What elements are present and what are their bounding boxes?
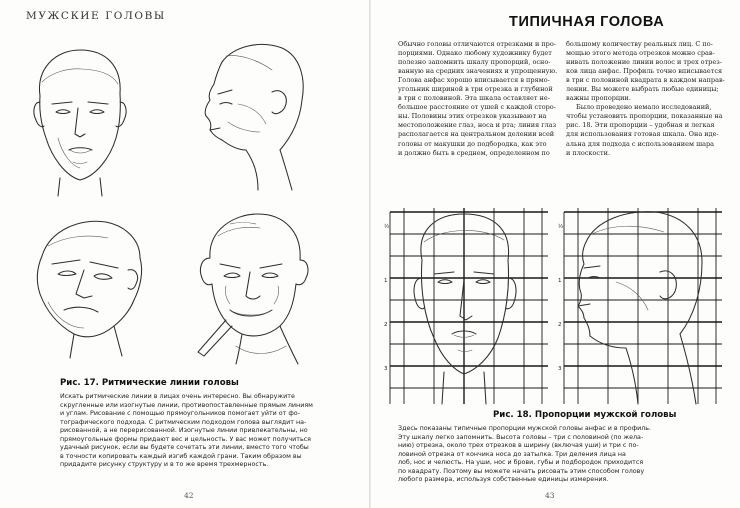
column-line: рис. 18. Эти пропорции – удобная и легкая bbox=[566, 121, 715, 130]
sketch-profile-head bbox=[188, 32, 316, 192]
body-line: тографического подхода. С ритмическим подходом голова выглядит на- bbox=[60, 418, 307, 426]
body-line: лоб, нос и челюсть. На уши, нос и брови, губы и подбородок приходится bbox=[398, 459, 644, 467]
body-line: и углам. Рисование с помощью прямоугольников помогает уйти от фо- bbox=[60, 410, 300, 418]
column-line: располагается на центральном делении всей bbox=[398, 130, 555, 139]
column-line: полезно запомнить шкалу пропорций, осно- bbox=[398, 58, 551, 67]
column-line: ванную на средних значениях и упрощенную. bbox=[398, 67, 558, 76]
body-line: придадите рисунку структуру и в то же время трехмерность. bbox=[60, 461, 269, 469]
text-column-2 bbox=[566, 40, 726, 158]
proportion-grid-profile bbox=[556, 198, 724, 412]
grid-label: 1 bbox=[384, 278, 388, 284]
body-line: Здесь показаны типичные пропорции мужской головы анфас и в профиль. bbox=[398, 425, 652, 432]
column-line: мощью этого метода отрезков можно срав- bbox=[566, 49, 715, 58]
profile-head-sketch bbox=[578, 212, 702, 404]
column-line: большое расстояние от ушей с каждой сторо- bbox=[398, 103, 556, 112]
column-line: Было проведено немало исследований, bbox=[576, 103, 712, 112]
column-line: чтобы установить пропорции, показанные на bbox=[566, 112, 723, 121]
column-line: местоположение глаз, носа и рта; линия глаз bbox=[398, 121, 557, 130]
grid-label: 2 bbox=[384, 322, 388, 328]
front-head-sketch bbox=[414, 214, 516, 404]
column-line: ны. Половины этих отрезков указывают на bbox=[398, 112, 547, 121]
grid-label: ½ bbox=[384, 224, 390, 230]
column-line: угольник шириной в три отрезка и глубиной bbox=[398, 85, 553, 94]
body-line: Эту шкалу легко запомнить. Высота головы – три с половиной (по жела- bbox=[398, 433, 644, 441]
section-title: ТИПИЧНАЯ ГОЛОВА bbox=[509, 14, 665, 30]
column-line: лении. Вы можете выбрать любые единицы; bbox=[566, 85, 719, 94]
column-line: большому количеству реальных лиц. С по- bbox=[566, 40, 713, 48]
grid-label: 1 bbox=[558, 278, 562, 284]
column-line: ков лица анфас. Профиль точно вписывается bbox=[566, 67, 723, 76]
proportion-grid-front bbox=[382, 198, 550, 412]
column-line: и должно быть в среднем, определенном по bbox=[398, 148, 550, 157]
grid-label: ½ bbox=[558, 224, 564, 230]
column-line: и плоскости. bbox=[566, 148, 611, 157]
figure-17-caption: Рис. 17. Ритмические линии головы bbox=[60, 378, 239, 388]
column-line: в три с половиной. Эта шкала оставляет не- bbox=[398, 94, 550, 103]
left-page bbox=[0, 0, 369, 508]
body-line: скругленные или изогнутые линии, противопоставленные прямым линиям bbox=[60, 401, 313, 409]
left-body-text bbox=[60, 393, 348, 470]
column-line: важны пропорции. bbox=[566, 94, 631, 103]
column-line: Обычно головы отличаются отрезками и про- bbox=[398, 40, 556, 48]
grid-label: 3 bbox=[384, 366, 388, 372]
column-line: головы от макушки до подбородка, как это bbox=[398, 139, 547, 148]
page-number: 42 bbox=[184, 491, 194, 500]
sketch-upward-face bbox=[22, 210, 152, 360]
right-body-text bbox=[398, 425, 696, 485]
body-line: по квадрату. Поэтому вы можете начать рисовать этим способом голову bbox=[398, 467, 645, 475]
body-line: в точности копировать каждый изгиб каждой грани. Таким образом вы bbox=[60, 452, 302, 460]
text-column-1 bbox=[398, 40, 558, 158]
page-number: 43 bbox=[545, 491, 555, 500]
body-line: удачный рисунок, если вы будете сочетать эти линии, вместо того чтобы bbox=[60, 444, 309, 452]
body-line: любого размера, используя собственные единицы измерения. bbox=[398, 476, 609, 484]
column-line: нивать положение линии волос и трех отрез- bbox=[566, 58, 722, 67]
column-line: для использования готовая шкала. Она иде- bbox=[566, 130, 719, 139]
column-line: в три с половиной квадрата в каждом направ- bbox=[566, 76, 725, 85]
grid-label: 2 bbox=[558, 322, 562, 328]
column-line: альна для подхода с использованием шара bbox=[566, 139, 715, 148]
column-line: Голова анфас хорошо вписывается в прямо- bbox=[398, 76, 550, 85]
sketch-front-face bbox=[22, 38, 140, 198]
sketch-bald-man-cigar bbox=[190, 206, 314, 366]
column-line: порциями. Однако любому художнику будет bbox=[398, 49, 552, 58]
body-line: ловиной отрезка от кончика носа до затылка. Три деления лица на bbox=[398, 450, 626, 458]
body-line: прямоугольные формы придают вес и цельность. У вас может получиться bbox=[60, 435, 311, 443]
running-head: МУЖСКИЕ ГОЛОВЫ bbox=[26, 10, 166, 22]
body-line: нию) отрезка, около трех отрезков в ширину (включая уши) и три с по- bbox=[398, 442, 639, 450]
body-line: Искать ритмические линии в лицах очень интересно. Вы обнаружите bbox=[60, 393, 295, 400]
figure-18-caption: Рис. 18. Пропорции мужской головы bbox=[493, 410, 677, 420]
grid-label: 3 bbox=[558, 366, 562, 372]
body-line: рисованной, а не перерисованной. Изогнутые линии привлекательны, но bbox=[60, 427, 308, 435]
